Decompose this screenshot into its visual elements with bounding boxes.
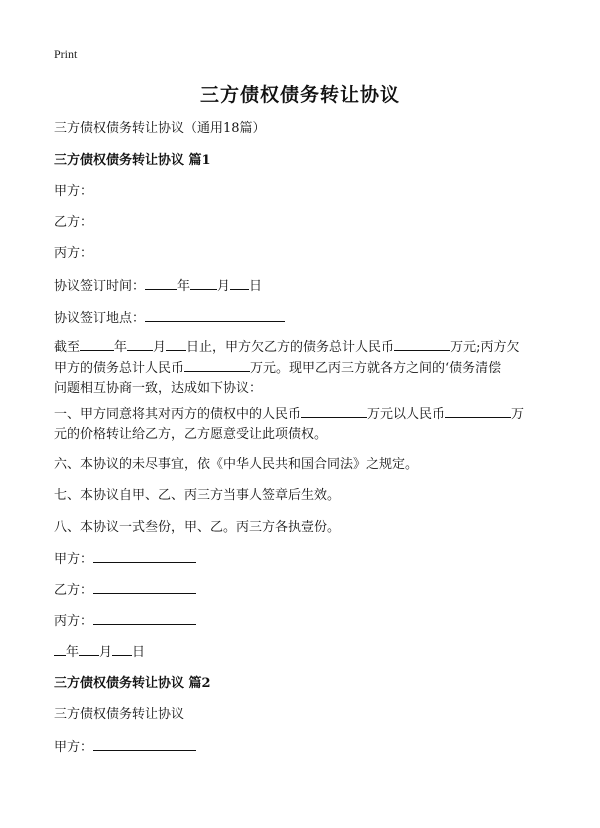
- blank-place: [145, 308, 285, 322]
- year-label: 年: [114, 340, 128, 355]
- clause-line: [54, 404, 554, 425]
- text: 万元以人民币: [367, 407, 446, 422]
- party-b-label: 乙方：: [54, 583, 94, 598]
- text: 甲方的债务总计人民币: [54, 361, 185, 376]
- text: 万元;丙方欠: [450, 340, 520, 355]
- clause-line: 元的价格转让给乙方，乙方愿意受让此项债权。: [54, 427, 328, 442]
- section-heading-1: 三方债权债务转让协议 篇1: [54, 153, 211, 168]
- blank: [127, 337, 153, 351]
- year-label: 年: [66, 645, 80, 660]
- text: 日止，甲方欠乙方的债务总计人民币: [186, 340, 395, 355]
- paragraph-line: 问题相互协商一致，达成如下协议：: [54, 381, 263, 396]
- blank: [184, 358, 250, 372]
- sign-time-line: [54, 276, 554, 297]
- year-label: 年: [177, 279, 191, 294]
- blank: [301, 404, 367, 418]
- blank: [394, 337, 450, 351]
- blank-month: [190, 276, 217, 290]
- blank-signature: [93, 580, 196, 594]
- signature-party-b: [54, 580, 554, 601]
- section-2-subtitle: 三方债权债务转让协议: [54, 707, 185, 722]
- blank-month: [79, 642, 99, 656]
- party-c-label: 丙方：: [54, 614, 94, 629]
- party-a-label: 甲方：: [54, 552, 94, 567]
- party-b-label: 乙方：: [54, 215, 94, 230]
- blank-signature: [93, 737, 196, 751]
- blank-signature: [93, 611, 196, 625]
- blank: [445, 404, 511, 418]
- day-label: 日: [132, 645, 146, 660]
- clause-7: 七、本协议自甲、乙、丙三方当事人签章后生效。: [54, 488, 341, 503]
- month-label: 月: [99, 645, 113, 660]
- paragraph-debt-summary: [54, 337, 554, 399]
- section-2-party-a: [54, 737, 554, 758]
- text: 一、甲方同意将其对丙方的债权中的人民币: [54, 407, 302, 422]
- signature-date-line: [54, 642, 554, 663]
- text: 截至: [54, 340, 81, 355]
- blank-year: [54, 642, 66, 656]
- blank-year: [145, 276, 177, 290]
- clause-6: 六、本协议的未尽事宜，依《中华人民共和国合同法》之规定。: [54, 457, 419, 472]
- paragraph-line: [54, 358, 554, 379]
- sign-place-line: [54, 308, 554, 329]
- blank-signature: [93, 549, 196, 563]
- print-link[interactable]: Print: [54, 47, 78, 61]
- text: 万元。现甲乙丙三方就各方之间的‘债务清偿: [250, 361, 502, 376]
- sign-place-label: 协议签订地点：: [54, 311, 146, 326]
- party-a-label: 甲方：: [54, 740, 94, 755]
- blank: [166, 337, 186, 351]
- section-heading-2: 三方债权债务转让协议 篇2: [54, 676, 211, 691]
- blank-day: [112, 642, 132, 656]
- blank: [80, 337, 114, 351]
- month-label: 月: [217, 279, 231, 294]
- document-subtitle: 三方债权债务转让协议（通用18篇）: [54, 121, 266, 136]
- page-title: 三方债权债务转让协议: [199, 84, 400, 106]
- party-c-label: 丙方：: [54, 246, 94, 261]
- clause-8: 八、本协议一式叁份，甲、乙。丙三方各执壹份。: [54, 520, 341, 535]
- clause-1: [54, 404, 554, 445]
- day-label: 日: [249, 279, 263, 294]
- blank-day: [230, 276, 249, 290]
- paragraph-line: [54, 337, 554, 358]
- signature-party-c: [54, 611, 554, 632]
- text: 万: [511, 407, 525, 422]
- sign-time-label: 协议签订时间：: [54, 279, 146, 294]
- month-label: 月: [153, 340, 167, 355]
- party-a-label: 甲方：: [54, 184, 94, 199]
- signature-party-a: [54, 549, 554, 570]
